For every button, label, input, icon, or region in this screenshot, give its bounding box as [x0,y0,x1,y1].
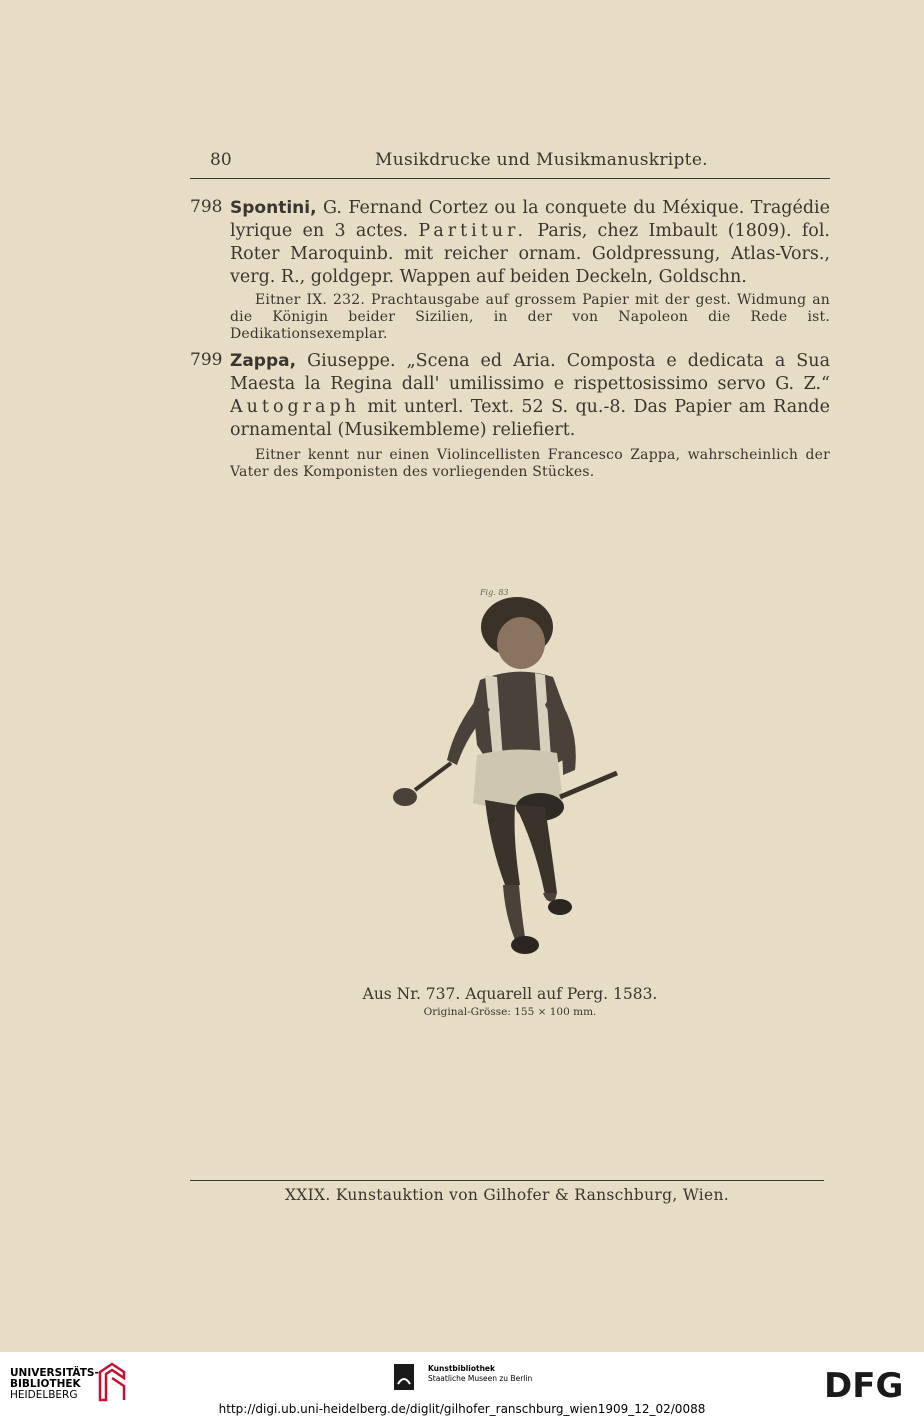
ub-line3: HEIDELBERG [10,1389,78,1401]
entry-description [230,197,830,289]
header-rule [190,178,830,179]
dfg-logo[interactable] [822,1366,914,1402]
entry-description [230,350,830,442]
kb-line1: Kunstbibliothek [428,1364,496,1373]
figure-subcaption: Original-Grösse: 155 × 100 mm. [423,1006,597,1018]
figure-label: Fig. 83 [480,588,509,597]
entry-text-b: mit unterl. Text. 52 S. qu.-8. Das Papier am Rande ornamental (Musikembleme) reliefiert. [230,397,830,440]
page-header [190,150,830,180]
page-number: 80 [210,150,232,170]
kunstbibliothek-logo-icon[interactable] [394,1364,414,1390]
entry-spaced-word: Partitur. [418,221,528,241]
entry-text-b: Paris, chez Imbault (1809). fol. Roter Maroquinb. mit reicher ornam. Goldpressung, Atlas-Vors., verg. R., goldgepr. Wappen auf beiden Deckeln, Goldschn. [230,221,830,287]
ub-heidelberg-logo-text[interactable] [10,1368,99,1401]
entry-number: 798 [190,197,223,217]
entry-text-a: Giuseppe. „Scena ed Aria. Composta e dedicata a Sua Maesta la Regina dall' umilissimo e rispettosissimo servo G. Z.“ [230,351,830,394]
footer-rule [190,1180,824,1181]
entry-note [230,447,830,481]
running-title: Musikdrucke und Musikmanuskripte. [375,150,708,170]
entry-note [230,292,830,343]
entry-number: 799 [190,350,223,370]
ub-line2: BIBLIOTHEK [10,1378,81,1390]
entry-name: Zappa, [230,351,297,371]
entry-text-a: G. Fernand Cortez ou la conquete du Méxique. Tragédie lyrique en 3 actes. [230,198,830,241]
dfg-logo-text: DFG [824,1366,904,1402]
permalink-url[interactable]: http://digi.ub.uni-heidelberg.de/diglit/gilhofer_ranschburg_wien1909_12_02/0088 [218,1402,706,1416]
kb-line2: Staatliche Museen zu Berlin [428,1374,533,1383]
ub-line1: UNIVERSITÄTS- [10,1367,99,1379]
entry-name: Spontini, [230,198,317,218]
watercolor-figure-illustration [385,585,635,980]
entry-note-text: Eitner IX. 232. Prachtausgabe auf grossem Papier mit der gest. Widmung an die Königin beider Sizilien, in der von Napoleon die Rede ist. Dedikationsexemplar. [230,292,830,342]
entry-spaced-word: Autograph [230,397,360,417]
page-footer: XXIX. Kunstauktion von Gilhofer & Ranschburg, Wien. [284,1186,730,1204]
ub-heidelberg-logo-icon[interactable] [96,1360,128,1404]
kunstbibliothek-text[interactable] [428,1364,532,1384]
figure-caption: Aus Nr. 737. Aquarell auf Perg. 1583. [362,985,658,1003]
entry-note-text: Eitner kennt nur einen Violincellisten Francesco Zappa, wahrscheinlich der Vater des Komponisten des vorliegenden Stückes. [230,447,830,480]
